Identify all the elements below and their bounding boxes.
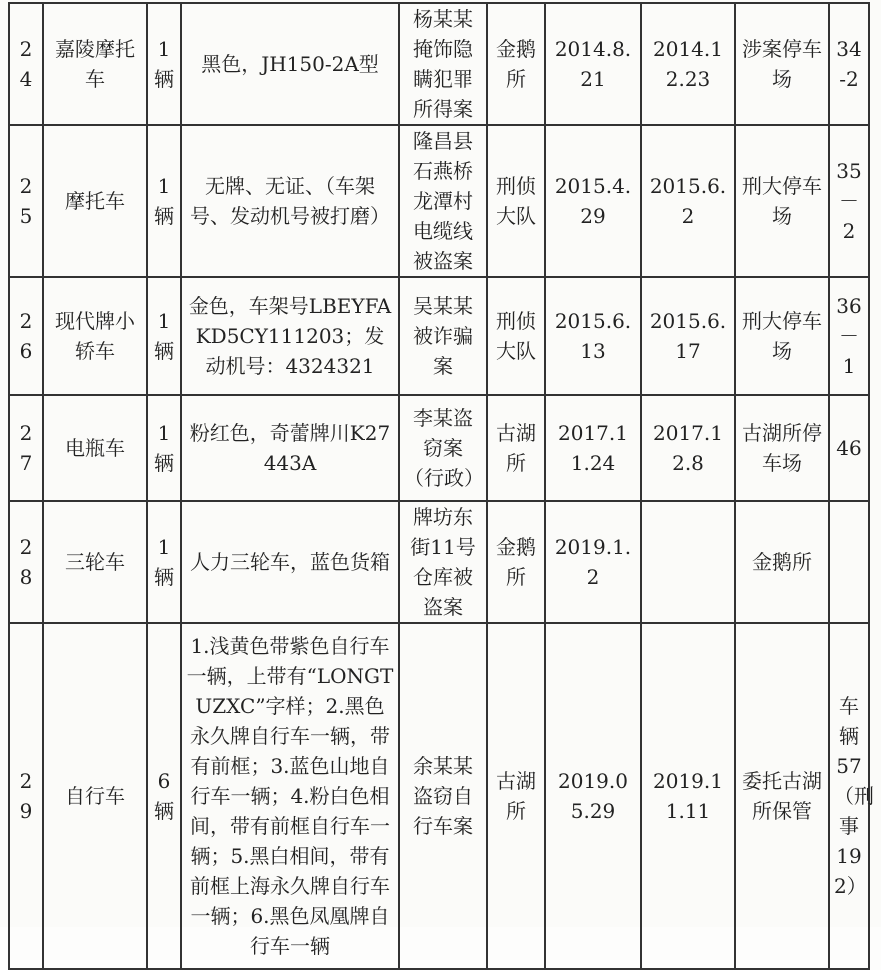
storage-place-cell: 刑大停车场 [735,125,829,277]
row-number-cell: 26 [9,277,43,395]
vehicle-name-cell: 电瓶车 [43,395,147,501]
table-body [9,3,874,969]
table-row [9,125,869,277]
table-row [9,277,869,395]
vehicle-name-cell: 三轮车 [43,501,147,623]
storage-place-cell: 金鹅所 [735,501,829,623]
transfer-date-cell: 2019.11.11 [641,623,735,969]
description-cell: 黑色，JH150-2A型 [181,3,399,125]
transfer-date-cell: 2014.12.23 [641,3,735,125]
table-row [9,623,869,969]
handling-unit-cell: 古湖所 [487,623,545,969]
reference-number-cell: 34-2 [829,3,869,125]
row-number-cell: 25 [9,125,43,277]
vehicle-name-cell: 自行车 [43,623,147,969]
seizure-date-cell: 2019.05.29 [545,623,641,969]
reference-number-cell: 46 [829,395,869,501]
handling-unit-cell: 刑侦大队 [487,125,545,277]
row-number-cell: 27 [9,395,43,501]
handling-unit-cell: 古湖所 [487,395,545,501]
quantity-cell: 1辆 [147,3,181,125]
transfer-date-cell [641,501,735,623]
transfer-date-cell: 2015.6.17 [641,277,735,395]
quantity-cell: 1辆 [147,501,181,623]
description-cell: 金色，车架号LBEYFAKD5CY111203；发动机号：4324321 [181,277,399,395]
row-number-cell: 24 [9,3,43,125]
case-name-cell: 牌坊东街11号仓库被盗案 [399,501,487,623]
description-cell: 人力三轮车，蓝色货箱 [181,501,399,623]
seizure-date-cell: 2017.11.24 [545,395,641,501]
storage-place-cell: 委托古湖所保管 [735,623,829,969]
quantity-cell: 6辆 [147,623,181,969]
description-cell: 1.浅黄色带紫色自行车一辆，上带有“LONGTUZXC”字样；2.黑色永久牌自行车一辆，带有前框；3.蓝色山地自行车一辆；4.粉白色相间，带有前框自行车一辆；5.黑白相间，带有前框上海永久牌自行车一辆；6.黑色凤凰牌自行车一辆 [181,623,399,969]
case-name-cell: 李某盗窃案（行政） [399,395,487,501]
row-number-cell: 28 [9,501,43,623]
case-name-cell: 隆昌县石燕桥龙潭村电缆线被盗案 [399,125,487,277]
seizure-date-cell: 2015.4.29 [545,125,641,277]
reference-number-cell: 36－1 [829,277,869,395]
quantity-cell: 1辆 [147,395,181,501]
storage-place-cell: 刑大停车场 [735,277,829,395]
handling-unit-cell: 刑侦大队 [487,277,545,395]
handling-unit-cell: 金鹅所 [487,3,545,125]
transfer-date-cell: 2017.12.8 [641,395,735,501]
storage-place-cell: 古湖所停车场 [735,395,829,501]
quantity-cell: 1辆 [147,277,181,395]
reference-number-cell [829,501,869,623]
table-row [9,3,869,125]
vehicle-name-cell: 嘉陵摩托车 [43,3,147,125]
seizure-date-cell: 2014.8.21 [545,3,641,125]
case-name-cell: 杨某某掩饰隐瞒犯罪所得案 [399,3,487,125]
table-row [9,395,869,501]
quantity-cell: 1辆 [147,125,181,277]
reference-number-cell: 35－2 [829,125,869,277]
case-name-cell: 吴某某被诈骗案 [399,277,487,395]
description-cell: 粉红色，奇蕾牌川K27443A [181,395,399,501]
case-name-cell: 余某某盗窃自行车案 [399,623,487,969]
storage-place-cell: 涉案停车场 [735,3,829,125]
vehicle-name-cell: 摩托车 [43,125,147,277]
seizure-date-cell: 2015.6.13 [545,277,641,395]
seizure-date-cell: 2019.1.2 [545,501,641,623]
handling-unit-cell: 金鹅所 [487,501,545,623]
row-number-cell: 29 [9,623,43,969]
evidence-vehicle-table [8,2,874,970]
transfer-date-cell: 2015.6.2 [641,125,735,277]
table-row [9,501,869,623]
reference-number-cell: 车辆57（刑事192） [829,623,869,969]
vehicle-name-cell: 现代牌小轿车 [43,277,147,395]
description-cell: 无牌、无证、（车架号、发动机号被打磨） [181,125,399,277]
